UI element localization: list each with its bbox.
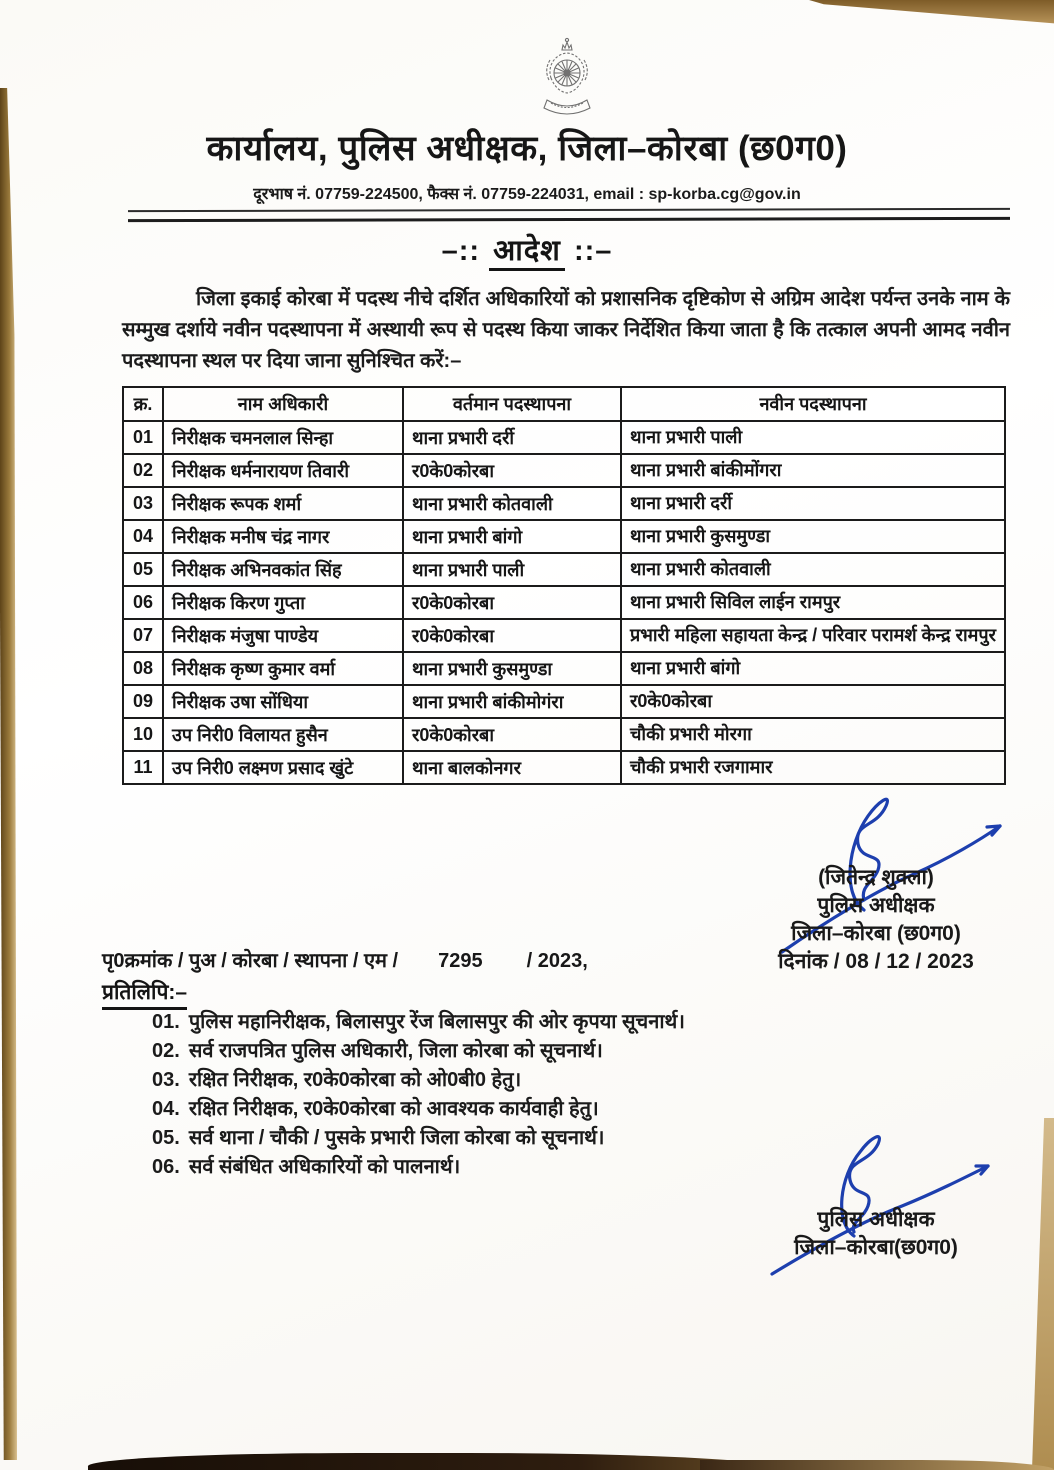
cell-current-posting: र0के0कोरबा	[403, 454, 621, 487]
police-emblem-icon	[529, 36, 605, 126]
order-date: दिनांक / 08 / 12 / 2023	[778, 950, 974, 973]
cell-serial: 04	[123, 520, 163, 553]
cell-officer-name: निरीक्षक धर्मनारायण तिवारी	[163, 454, 403, 487]
cell-serial: 03	[123, 487, 163, 520]
signatory-designation: पुलिस अधीक्षक	[817, 894, 935, 917]
order-heading	[0, 230, 1054, 269]
cell-new-posting: चौकी प्रभारी रजगामार	[621, 751, 1005, 784]
table-row	[123, 487, 1005, 520]
copy-to-heading: प्रतिलिपि:–	[102, 978, 187, 1010]
table-body	[123, 421, 1005, 784]
cell-new-posting: थाना प्रभारी कोतवाली	[621, 553, 1005, 586]
table-row	[123, 520, 1005, 553]
table-row	[123, 553, 1005, 586]
cell-serial: 01	[123, 421, 163, 454]
scan-edge-top-right	[809, 0, 1054, 30]
cell-new-posting: थाना प्रभारी पाली	[621, 421, 1005, 454]
cell-officer-name: निरीक्षक किरण गुप्ता	[163, 586, 403, 619]
cell-serial: 10	[123, 718, 163, 751]
cell-serial: 11	[123, 751, 163, 784]
cell-officer-name: उप निरी0 लक्ष्मण प्रसाद खुंटे	[163, 751, 403, 784]
table-header-row	[123, 387, 1005, 421]
table-row	[123, 751, 1005, 784]
copy-list-item	[152, 1124, 772, 1153]
copy-item-text: सर्व थाना / चौकी / पुसके प्रभारी जिला कोरबा को सूचनार्थ।	[188, 1127, 605, 1149]
table-row	[123, 685, 1005, 718]
cell-new-posting: थाना प्रभारी सिविल लाईन रामपुर	[621, 586, 1005, 619]
copy-list-item	[152, 1066, 772, 1095]
reference-suffix: / 2023,	[526, 950, 588, 972]
transfer-order-table	[122, 386, 1006, 785]
header-officer-name: नाम अधिकारी	[163, 387, 403, 421]
cell-new-posting: प्रभारी महिला सहायता केन्द्र / परिवार परामर्श केन्द्र रामपुर	[621, 619, 1005, 652]
table-row	[123, 718, 1005, 751]
cell-officer-name: निरीक्षक चमनलाल सिन्हा	[163, 421, 403, 454]
header-serial: क्र.	[123, 387, 163, 421]
copy-item-number: 06.	[152, 1156, 180, 1178]
cell-serial: 07	[123, 619, 163, 652]
copy-item-text: पुलिस महानिरीक्षक, बिलासपुर रेंज बिलासपुर की ओर कृपया सूचनार्थ।	[188, 1011, 685, 1033]
table-row	[123, 421, 1005, 454]
cell-serial: 06	[123, 586, 163, 619]
cell-new-posting: थाना प्रभारी बांकीमोंगरा	[621, 454, 1005, 487]
signatory-district: जिला–कोरबा (छ0ग0)	[791, 922, 961, 945]
cell-current-posting: थाना प्रभारी कुसमुण्डा	[403, 652, 621, 685]
scan-edge-right	[1032, 1118, 1054, 1470]
cell-officer-name: निरीक्षक मंजुषा पाण्डेय	[163, 619, 403, 652]
copy-item-number: 04.	[152, 1098, 180, 1120]
table-row	[123, 586, 1005, 619]
copy-list-item	[152, 1008, 772, 1037]
cell-current-posting: थाना प्रभारी बांगो	[403, 520, 621, 553]
order-heading-prefix: –::	[441, 235, 481, 267]
copy-item-text: सर्व राजपत्रित पुलिस अधिकारी, जिला कोरबा को सूचनार्थ।	[188, 1040, 603, 1062]
table-row	[123, 454, 1005, 487]
cell-officer-name: निरीक्षक उषा सोंधिया	[163, 685, 403, 718]
signature-block-top	[742, 864, 1010, 976]
cell-new-posting: थाना प्रभारी बांगो	[621, 652, 1005, 685]
copy-item-number: 01.	[152, 1011, 180, 1033]
reference-number: 7295	[438, 950, 483, 972]
letterhead-divider	[128, 208, 1010, 222]
table-row	[123, 619, 1005, 652]
office-title: कार्यालय, पुलिस अधीक्षक, जिला–कोरबा (छ0ग0)	[206, 129, 848, 168]
cell-current-posting: र0के0कोरबा	[403, 586, 621, 619]
cell-current-posting: थाना प्रभारी कोतवाली	[403, 487, 621, 520]
bottom-signatory-district: जिला–कोरबा(छ0ग0)	[794, 1236, 958, 1259]
copy-item-number: 03.	[152, 1069, 180, 1091]
copy-to-list	[152, 1008, 772, 1182]
cell-officer-name: निरीक्षक कृष्ण कुमार वर्मा	[163, 652, 403, 685]
cell-current-posting: र0के0कोरबा	[403, 718, 621, 751]
cell-serial: 09	[123, 685, 163, 718]
copy-item-text: रक्षित निरीक्षक, र0के0कोरबा को ओ0बी0 हेतु।	[188, 1069, 522, 1091]
cell-new-posting: चौकी प्रभारी मोरगा	[621, 718, 1005, 751]
reference-label: पृ0क्रमांक / पुअ / कोरबा / स्थापना / एम /	[102, 950, 399, 972]
cell-new-posting: थाना प्रभारी दर्री	[621, 487, 1005, 520]
cell-serial: 02	[123, 454, 163, 487]
cell-current-posting: थाना प्रभारी बांकीमोगंरा	[403, 685, 621, 718]
cell-current-posting: थाना बालकोनगर	[403, 751, 621, 784]
copy-list-item	[152, 1037, 772, 1066]
cell-serial: 05	[123, 553, 163, 586]
order-heading-suffix: ::–	[573, 235, 613, 267]
cell-officer-name: उप निरी0 विलायत हुसैन	[163, 718, 403, 751]
copy-item-number: 02.	[152, 1040, 180, 1062]
cell-officer-name: निरीक्षक मनीष चंद्र नागर	[163, 520, 403, 553]
cell-current-posting: र0के0कोरबा	[403, 619, 621, 652]
signature-block-bottom	[742, 1206, 1010, 1262]
cell-current-posting: थाना प्रभारी पाली	[403, 553, 621, 586]
copy-item-number: 05.	[152, 1127, 180, 1149]
scan-edge-bottom-right	[700, 1460, 1054, 1470]
signatory-name: (जितेन्द्र शुक्ला)	[818, 866, 934, 889]
copy-item-text: सर्व संबंधित अधिकारियों को पालनार्थ।	[188, 1156, 461, 1178]
order-heading-word: आदेश	[489, 235, 565, 271]
cell-officer-name: निरीक्षक रूपक शर्मा	[163, 487, 403, 520]
header-current-posting: वर्तमान पदस्थापना	[403, 387, 621, 421]
cell-serial: 08	[123, 652, 163, 685]
cell-new-posting: थाना प्रभारी कुसमुण्डा	[621, 520, 1005, 553]
reference-line	[102, 946, 588, 973]
header-new-posting: नवीन पदस्थापना	[621, 387, 1005, 421]
cell-current-posting: थाना प्रभारी दर्री	[403, 421, 621, 454]
contact-line: दूरभाष नं. 07759-224500, फैक्स नं. 07759-224031, email : sp-korba.cg@gov.in	[253, 186, 801, 203]
scan-edge-left	[0, 88, 17, 1460]
order-body-paragraph: जिला इकाई कोरबा में पदस्थ नीचे दर्शित अधिकारियों को प्रशासनिक दृष्टिकोण से अग्रिम आदेश पर्यन्त उनके नाम के सम्मुख दर्शाये नवीन पदस्थापना में अस्थायी रूप से पदस्थ किया जाकर निर्देशित किया जाता है कि तत्काल अपनी आमद नवीन पदस्थापना स्थल पर दिया जाना सुनिश्चित करें:–	[122, 288, 1010, 372]
cell-new-posting: र0के0कोरबा	[621, 685, 1005, 718]
bottom-signatory-designation: पुलिस अधीक्षक	[817, 1208, 935, 1231]
copy-list-item	[152, 1153, 772, 1182]
copy-item-text: रक्षित निरीक्षक, र0के0कोरबा को आवश्यक कार्यवाही हेतु।	[188, 1098, 599, 1120]
table-row	[123, 652, 1005, 685]
cell-officer-name: निरीक्षक अभिनवकांत सिंह	[163, 553, 403, 586]
copy-list-item	[152, 1095, 772, 1124]
scan-edge-bottom	[88, 1453, 788, 1470]
